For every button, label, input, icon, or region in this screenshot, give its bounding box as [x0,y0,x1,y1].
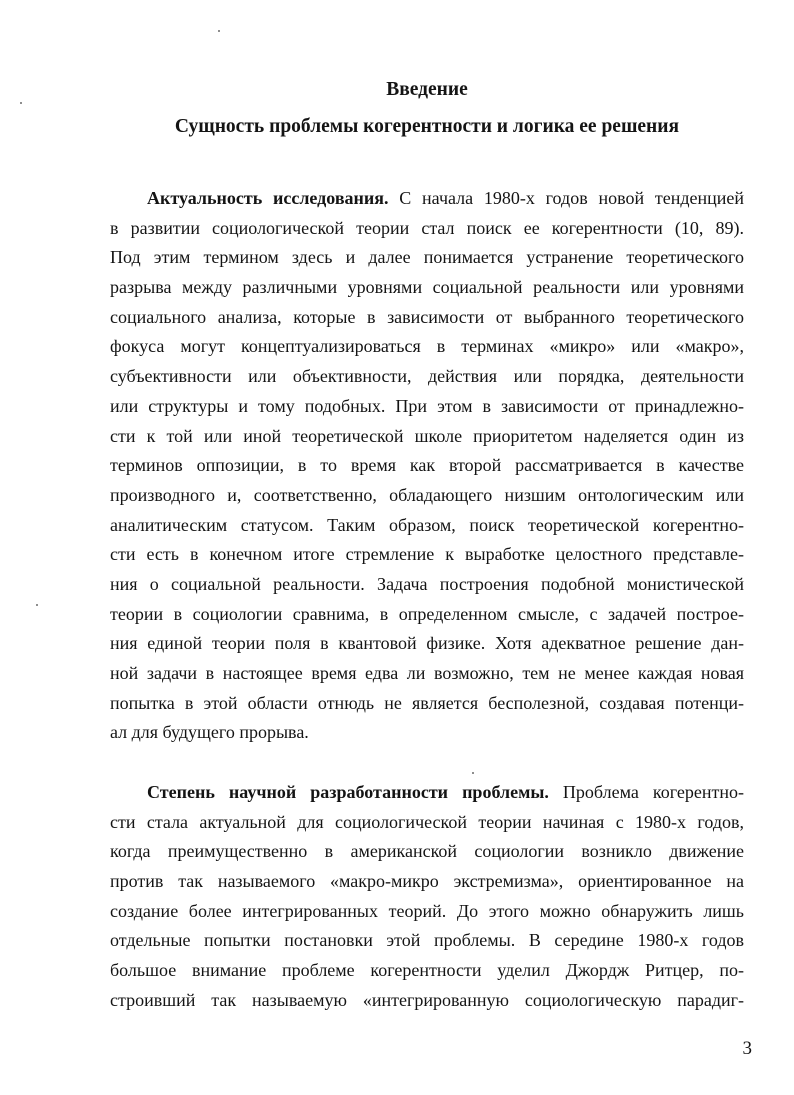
text-line: ния о социальной реальности. Задача построения подобной монистической [110,573,744,594]
text-line: аналитическим статусом. Таким образом, поиск теоретической когерентно- [110,514,744,535]
paragraph-relevance [110,184,744,748]
scan-speck [20,102,22,104]
paragraph-lead: Степень научной разработанности проблемы. [147,782,549,802]
text-line: в развитии социологической теории стал поиск ее когерентности (10, 89). [110,217,744,238]
paragraph-lead: Актуальность исследования. [147,188,389,208]
text-line: против так называемого «макро-микро экстремизма», ориентированное на [110,871,744,892]
text-line: когда преимущественно в американской социологии возникло движение [110,841,744,862]
scan-speck [36,604,38,606]
text-line: производного и, соответственно, обладающего низшим онтологическим или [110,484,744,505]
text-line: терминов оппозиции, в то время как второй рассматривается в качестве [110,455,744,476]
text-line: субъективности или объективности, действия или порядка, деятельности [110,366,744,387]
scan-speck [218,30,220,32]
line-text: Проблема когерентно- [548,782,744,802]
text-line: фокуса могут концептуализироваться в терминах «микро» или «макро», [110,336,744,357]
text-line: или структуры и тому подобных. При этом в зависимости от принадлежно- [110,395,744,416]
text-line: строивший так называемую «интегрированную социологическую парадиг- [110,989,744,1010]
page-title: Введение [386,79,468,100]
text-line: сти есть в конечном итоге стремление к выработке целостного представле- [110,544,744,565]
text-line: создание более интегрированных теорий. До этого можно обнаружить лишь [110,900,744,921]
text-line: попытка в этой области отнюдь не является бесполезной, создавая потенци- [110,692,744,713]
text-line: социального анализа, которые в зависимости от выбранного теоретического [110,306,744,327]
text-line: теории в социологии сравнима, в определенном смысле, с задачей построе- [110,603,744,624]
text-line [110,184,744,214]
text-line: ния единой теории поля в квантовой физике. Хотя адекватное решение дан- [110,633,744,654]
page-number: 3 [742,1038,752,1059]
text-line: сти стала актуальной для социологической теории начиная с 1980-х годов, [110,811,744,832]
text-line: большое внимание проблеме когерентности уделил Джордж Ритцер, по- [110,960,744,981]
text-line: сти к той или иной теоретической школе приоритетом наделяется один из [110,425,744,446]
paragraph-research-state [110,778,744,1016]
line-text: С начала 1980-х годов новой тенденцией [388,188,744,208]
scan-speck [472,772,474,774]
text-line [110,778,744,808]
text-line: ал для будущего прорыва. [110,722,309,743]
text-line: Под этим термином здесь и далее понимается устранение теоретического [110,247,744,268]
text-line: ной задачи в настоящее время едва ли возможно, тем не менее каждая новая [110,663,744,683]
text-line: разрыва между различными уровнями социальной реальности или уровнями [110,277,744,298]
text-line: отдельные попытки постановки этой проблемы. В середине 1980-х годов [110,930,744,951]
page-subtitle: Сущность проблемы когерентности и логика ее решения [174,116,680,137]
